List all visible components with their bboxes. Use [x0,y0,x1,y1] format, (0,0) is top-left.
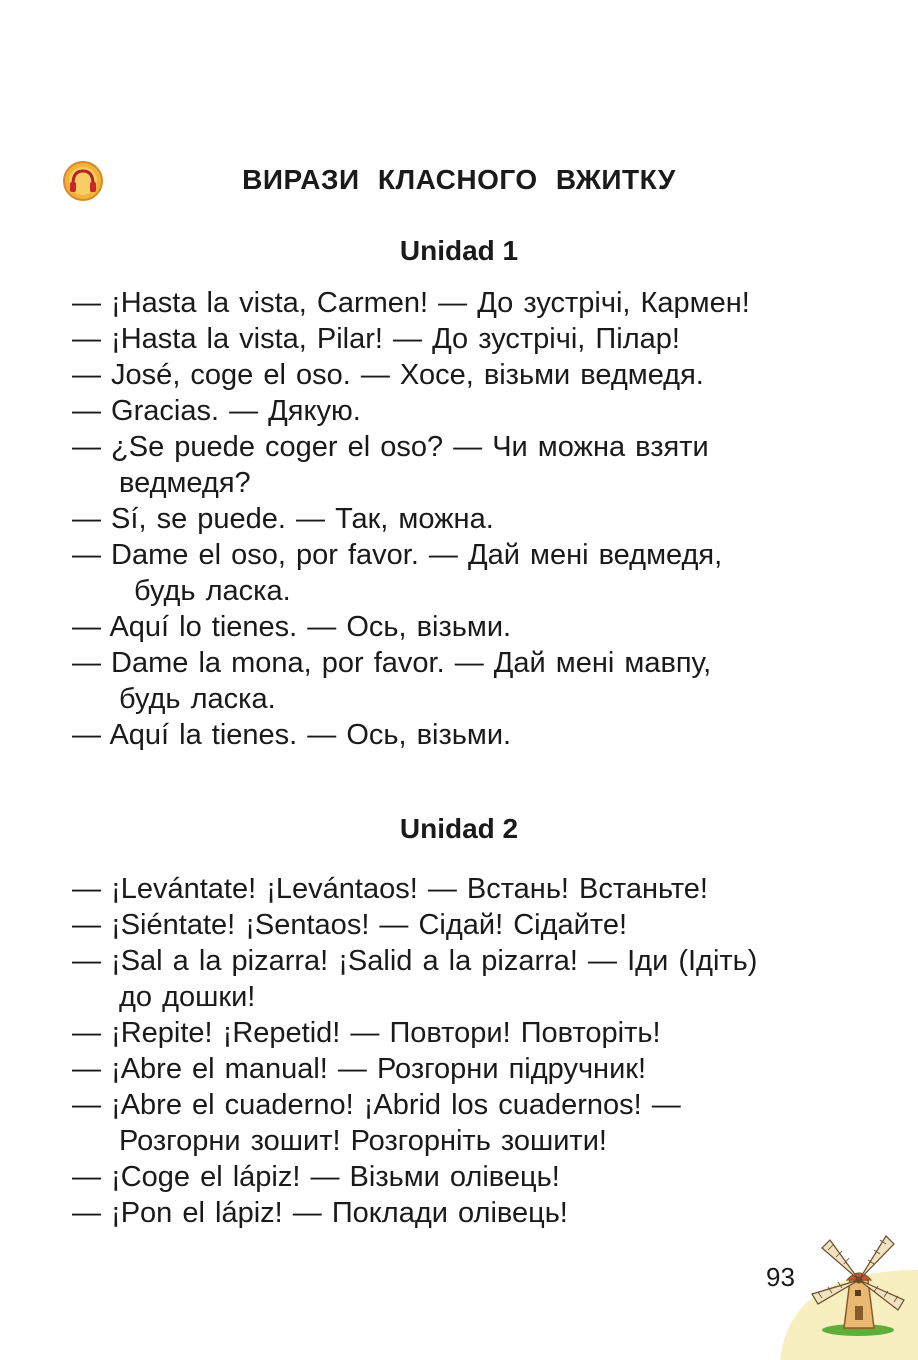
unit-2-phrase-list [72,871,862,1231]
phrase-item: — ¡Repite! ¡Repetid! — Повтори! Повторіть! [72,1017,661,1049]
phrase-item: — Gracias. — Дякую. [72,395,361,427]
phrase-item: — Aquí la tienes. — Ось, візьми. [72,719,512,751]
phrase-item: — ¡Hasta la vista, Carmen! — До зустрічі, Кармен! [72,287,750,319]
phrase-item: — ¡Coge el lápiz! — Візьми олівець! [72,1161,560,1193]
phrase-item: — Dame la mona, por favor. — Дай мені мавпу, будь ласка. [72,647,712,715]
phrase-item: — Sí, se puede. — Так, можна. [72,503,494,535]
phrase-item: — ¡Abre el manual! — Розгорни підручник! [72,1053,647,1085]
unit-1-title: Unidad 1 [399,235,519,266]
phrase-item: — Dame el oso, por favor. — Дай мені ведмедя, будь ласка. [72,539,723,607]
phrase-item: — ¡Abre el cuaderno! ¡Abrid los cuadernos! — Розгорни зошит! Розгорніть зошити! [72,1089,681,1157]
windmill-icon [800,1218,918,1338]
phrase-item: — ¡Pon el lápiz! — Поклади олівець! [72,1197,568,1229]
page-number: 93 [766,1262,795,1292]
unit-2-title: Unidad 2 [399,813,519,844]
phrase-item: — José, coge el oso. — Хосе, візьми ведмедя. [72,359,704,391]
phrase-item: — ¡Sal a la pizarra! ¡Salid a la pizarra! — Іди (Ідіть) до дошки! [72,945,758,1013]
phrase-item: — ¿Se puede coger el oso? — Чи можна взяти ведмедя? [72,431,709,499]
phrase-item: — Aquí lo tienes. — Ось, візьми. [72,611,512,643]
phrase-item: — ¡Levántate! ¡Levántaos! — Встань! Встаньте! [72,873,708,905]
page-title: ВИРАЗИ КЛАСНОГО ВЖИТКУ [242,164,676,195]
phrase-item: — ¡Siéntate! ¡Sentaos! — Сідай! Сідайте! [72,909,628,941]
unit-1-phrase-list [72,285,862,753]
phrase-item: — ¡Hasta la vista, Pilar! — До зустрічі, Пілар! [72,323,680,355]
